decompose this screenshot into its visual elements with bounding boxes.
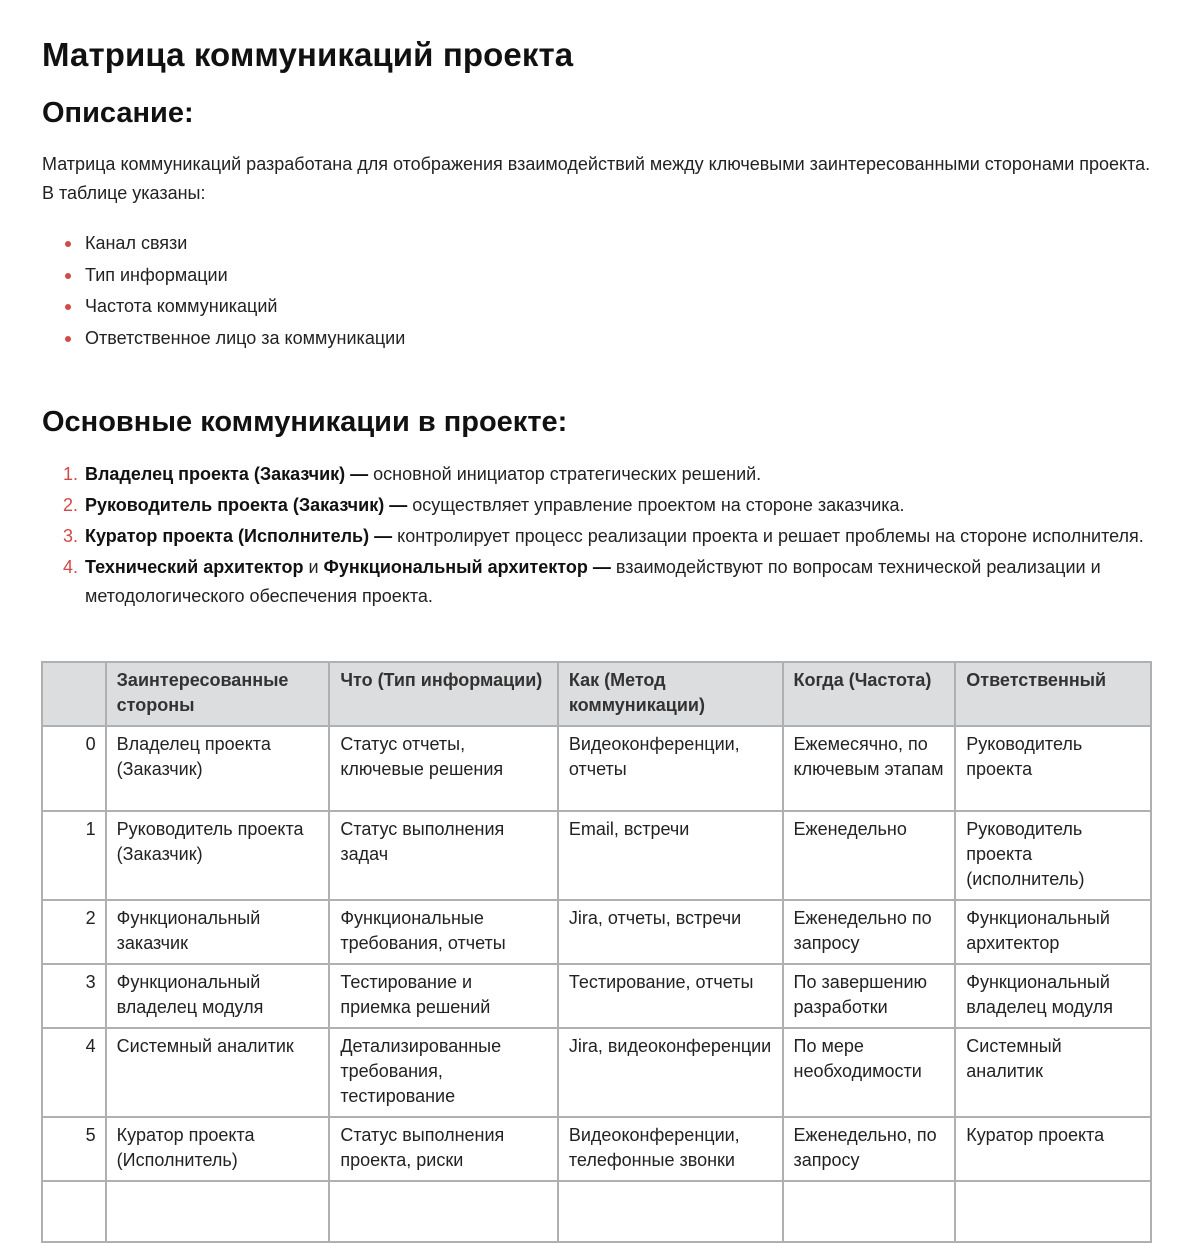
row-index: 3 xyxy=(42,964,106,1028)
table-row xyxy=(42,964,1151,1028)
column-header-when: Когда (Частота) xyxy=(783,662,956,726)
page-title: Матрица коммуникаций проекта xyxy=(42,36,574,73)
role-name: Технический архитектор xyxy=(85,557,304,577)
cell-how: Jira, отчеты, встречи xyxy=(558,900,783,964)
cell-when: Ежемесячно, по ключевым этапам xyxy=(783,726,956,811)
bullet-item: Тип информации xyxy=(64,260,1158,292)
cell-responsible: Функциональный владелец модуля xyxy=(955,964,1151,1028)
table-row xyxy=(42,1028,1151,1117)
cell-responsible: Функциональный архитектор xyxy=(955,900,1151,964)
cell-what: Статус отчеты, ключевые решения xyxy=(329,726,558,811)
role-description: контролирует процесс реализации проекта и решает проблемы на стороне исполнителя. xyxy=(392,526,1144,546)
list-number: 1. xyxy=(63,464,79,484)
row-index: 2 xyxy=(42,900,106,964)
communication-matrix-table xyxy=(41,661,1152,1243)
cell-stakeholder: Куратор проекта (Исполнитель) xyxy=(106,1117,330,1181)
row-index: 5 xyxy=(42,1117,106,1181)
cell-when: По мере необходимости xyxy=(783,1028,956,1117)
bullet-dot-icon xyxy=(65,241,71,247)
cell-what: Тестирование и приемка решений xyxy=(329,964,558,1028)
role-name: Руководитель проекта (Заказчик) — xyxy=(85,495,408,515)
cell-what: Статус выполнения проекта, риски xyxy=(329,1117,558,1181)
cell-when: Еженедельно xyxy=(783,811,956,900)
bullet-item: Канал связи xyxy=(64,228,1158,260)
role-item: 4. Технический архитектор и Функциональный архитектор — взаимодействуют по вопросам технической реализации и методологического обеспечения проекта. xyxy=(42,553,1158,611)
list-number: 2. xyxy=(63,495,79,515)
list-number: 3. xyxy=(63,526,79,546)
cell-when: Еженедельно, по запросу xyxy=(783,1117,956,1181)
table-row xyxy=(42,1117,1151,1181)
cell-responsible: Куратор проекта xyxy=(955,1117,1151,1181)
cell-what: Функциональные требования, отчеты xyxy=(329,900,558,964)
role-description: осуществляет управление проектом на стороне заказчика. xyxy=(407,495,905,515)
cell-stakeholder: Руководитель проекта (Заказчик) xyxy=(106,811,330,900)
table-header-row xyxy=(42,662,1151,726)
description-heading: Описание: xyxy=(42,97,194,129)
cell-stakeholder: Владелец проекта (Заказчик) xyxy=(106,726,330,811)
description-text: Матрица коммуникаций разработана для отображения взаимодействий между ключевыми заинтересованными сторонами проекта. В таблице указаны: xyxy=(42,154,1151,203)
role-name: Владелец проекта (Заказчик) — xyxy=(85,464,369,484)
column-header-how: Как (Метод коммуникации) xyxy=(558,662,783,726)
bullet-dot-icon xyxy=(65,273,71,279)
role-name: Функциональный архитектор — xyxy=(323,557,611,577)
role-description: основной инициатор стратегических решений. xyxy=(368,464,762,484)
cell-stakeholder: Функциональный владелец модуля xyxy=(106,964,330,1028)
role-item xyxy=(42,460,1158,489)
cell-when: По завершению разработки xyxy=(783,964,956,1028)
table-row-partial xyxy=(42,1181,1151,1242)
document-page xyxy=(0,0,1158,611)
role-name: Куратор проекта (Исполнитель) — xyxy=(85,526,393,546)
table-row xyxy=(42,811,1151,900)
roles-numbered-list xyxy=(42,460,1158,611)
role-item xyxy=(42,522,1158,551)
info-bullet-list xyxy=(42,228,1158,354)
column-header-stakeholders: Заинтересованные стороны xyxy=(106,662,330,726)
row-index: 0 xyxy=(42,726,106,811)
cell-responsible: Руководитель проекта xyxy=(955,726,1151,811)
bullet-item: Частота коммуникаций xyxy=(64,291,1158,323)
cell-when: Еженедельно по запросу xyxy=(783,900,956,964)
cell-how: Тестирование, отчеты xyxy=(558,964,783,1028)
cell-responsible: Руководитель проекта (исполнитель) xyxy=(955,811,1151,900)
role-item xyxy=(42,491,1158,520)
column-header-index xyxy=(42,662,106,726)
cell-responsible: Системный аналитик xyxy=(955,1028,1151,1117)
cell-how: Видеоконференции, отчеты xyxy=(558,726,783,811)
bullet-item: Ответственное лицо за коммуникации xyxy=(64,323,1158,355)
bullet-dot-icon xyxy=(65,336,71,342)
cell-what: Детализированные требования, тестирование xyxy=(329,1028,558,1117)
table-row xyxy=(42,726,1151,811)
cell-what: Статус выполнения задач xyxy=(329,811,558,900)
cell-stakeholder: Системный аналитик xyxy=(106,1028,330,1117)
role-description: взаимодействуют по вопросам технической реализации и методологического обеспечения проекта. xyxy=(85,557,1101,606)
cell-how: Видеоконференции, телефонные звонки xyxy=(558,1117,783,1181)
bullet-dot-icon xyxy=(65,304,71,310)
list-number: 4. xyxy=(63,557,79,577)
cell-how: Jira, видеоконференции xyxy=(558,1028,783,1117)
column-header-what: Что (Тип информации) xyxy=(329,662,558,726)
main-communications-heading: Основные коммуникации в проекте: xyxy=(42,406,568,438)
column-header-responsible: Ответственный xyxy=(955,662,1151,726)
cell-stakeholder: Функциональный заказчик xyxy=(106,900,330,964)
row-index: 1 xyxy=(42,811,106,900)
table-row xyxy=(42,900,1151,964)
row-index: 4 xyxy=(42,1028,106,1117)
cell-how: Email, встречи xyxy=(558,811,783,900)
